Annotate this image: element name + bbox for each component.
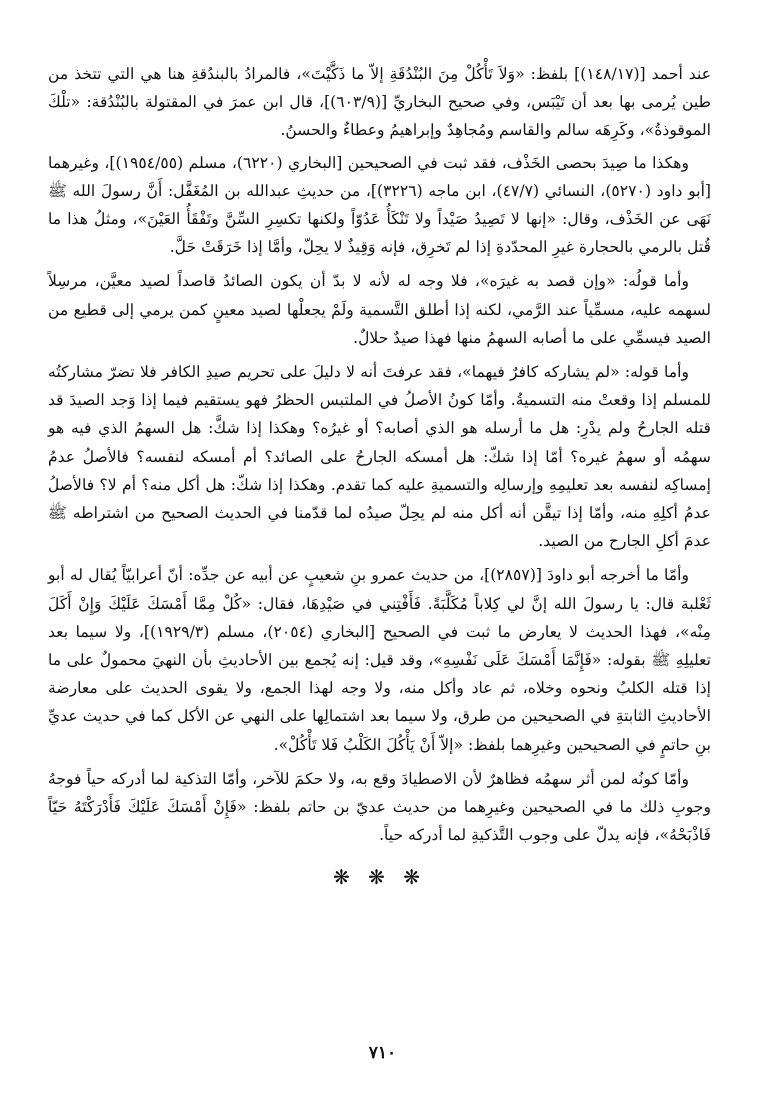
paragraph-qasd-ghayrih: وأما قولُه: «وإن قصد به غيرَه»، فلا وجه له لأنه لا بدّ أن يكون الصائدُ قاصداً لصيد معيَّن، مرسِلاً لسهمه عليه، مسمِّياً عند الرَّمي، لكنه إذا أطلق التَّسمية ولَمْ يجعلْها لصيد معينٍ كمن يرمي إلى قطيع من الصيد فيسمِّي على ما أصابه السهمُ منها فهذا صيدٌ حلالٌ. [48,272,711,347]
paragraph-kafir-sharik: وأما قوله: «لم يشاركه كافرٌ فيهما»، فقد عرفتَ أنه لا دليلَ على تحريم صيدِ الكافر فلا تضرّ مشاركتُه للمسلم إذا وقعتْ منه التسميةُ. وأمّا كونُ الأصلُ في الملتبس الحظرُ فهو يستقيم فيما إذا وَجد الصيدَ قد قتله الجارحُ ولم يدْرِ: هل ما أرسله هو الذي أصابه؟ أو غيرُه؟ وهكذا إذا شكَّ: هل السهمُ الذي فيه هو سهمُه أو سهمُ غيره؟ أمّا إذا شكّ: هل أمسكه الجارحُ على الصائد؟ أم أمسكه لنفسه؟ فالأصلُ عدمُ إمساكِه لنفسه بعد تعليمِهِ وإرسالِه والتسميةِ عليه كما تقدم. وهكذا إذا شكّ: هل أكل منه؟ أم لا؟ فالأصلُ عدمُ أكلِهِ منه، وأمّا إذا تيقَّن أنه أكل منه لم يحِلّ صيدُه لما قدّمنا في الحديث الصحيح من اشتراطه ﷺ عدمَ أكلِ الجارح من الصيد. [48,363,711,551]
paragraph-khadhf: وهكذا ما صِيدَ بحصى الخَذْف، فقد ثبت في الصحيحين [البخاري (٦٢٢٠)، مسلم (١٩٥٤/٥٥)]، وغيرهما [أبو داود (٥٢٧٠)، النسائي (٤٧/٧)، ابن ماجه (٣٢٢٦)]، من حديثِ عبدالله بن المُغَفَّل: أَنَّ رسولَ الله ﷺ نَهَى عن الخَذْف، وقال: «إنها لا تَصِيدُ صَيْداً ولا تَنْكَأُ عَدُوّاً ولكنها تكسِرِ السِّنَّ وتَفْقَأُ العَيْنَ»، ومثلُ هذا ما قُتل بالرمي بالحجارة غيرِ المحدّدةِ إذا لم تَخرِق، فإنه وَقِيذٌ لا يحِلّ، وأمَّا إذا خَرَقَتْ حَلَّ. [48,153,712,257]
paragraph-tadhkiya: وأمّا كونُه لمن أثر سهمُه فظاهرٌ لأن الاصطيادَ وقع به، ولا حكمَ للآخر، وأمّا التذكية لما أدركه حياً فوجهُ وجوبِ ذلك ما في الصحيحين وغيرِهما من حديث عديّ بن حاتم بلفظ: «فَإِنْ أَمْسَكَ عَلَيْكَ فَأَدْرَكْتَهُ حَيّاً فَاذْبَحْهُ»، فإنه يدلّ على وجوب التَّذكيةِ لما أدركه حياً. [48,769,711,845]
section-separator: ❋ ❋ ❋ [333,865,426,890]
paragraph-ahmad-bunduqa: عند أحمد [(١٤٨/١٧)] بلفظ: «وَلاَ تَأْكُلْ مِنَ البُنْدُقَةِ إلاّ ما ذَكَّيْتَ»، فالمرادُ بالبندُقةِ هنا هي التي تتخذ من طين يُرمى بها بعد أن تَيْبَس، وفي صحيح البخاريِّ [(٦٠٣/٩)]، قال ابن عمرَ في المقتولة بالبُنْدُقة: «تلْكَ الموقوذةُ»، وكَرِهَه سالم والقاسم ومُجاهِدٌ وإبراهيمُ وعطاءٌ والحسنُ. [48,65,711,140]
page-number: ٧١٠ [368,1043,397,1063]
paragraph-abu-dawud-hadith: وأمّا ما أخرجه أبو داودَ [(٢٨٥٧)]، من حديث عمرو بنِ شعيبٍ عن أبيه عن جدِّه: أنّ أعرابيّاً يُقال له أبو ثَعْلبة قال: يا رسولَ الله إنَّ لي كِلاباً مُكَلَّبَةً. فَأَفْتِني في صَيْدِهَا، فقال: «كُلْ مِمَّا أَمْسَكَ عَلَيْكَ وَإِنْ أَكَلَ مِنْه»، فهذا الحديث لا يعارض ما ثبت في الصحيح [البخاري (٢٠٥٤)، مسلم (١٩٢٩/٣)]، ولا سيما بعد تعليلِهِ ﷺ بقوله: «فَإِنَّمَا أَمْسَكَ عَلَى نَفْسِهِ»، وقد قيل: إنه يُجمع بين الأحاديثِ بأن النهيَ محمولٌ على ما إذا قتله الكلبُ ونحوه وخلاه، ثم عاد وأكل منه، ولا وجه لهذا الجمع، ولا يقوى الحديث على معارضة الأحاديثِ الثابتةِ في الصحيحين من طرق، ولا سيما بعد اشتمالِها على النهي عن الأكل كما في حديث عديِّ بنِ حاتمٍ في الصحيحين وغيرِهما بلفظ: «إلاّ أَنْ يَأْكُلَ الكَلْبُ فَلا تَأْكُلْ». [48,566,711,754]
